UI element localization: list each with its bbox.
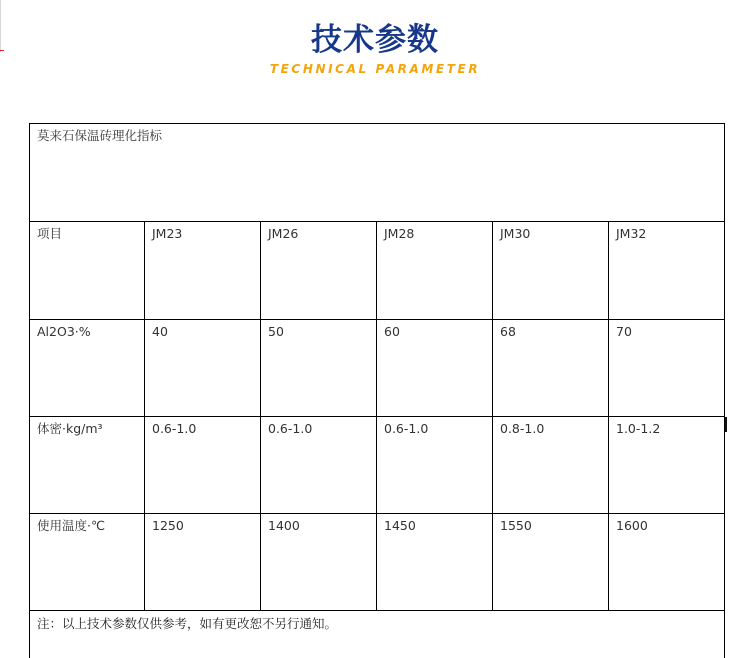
row-label-alumina: Al2O3·% <box>30 320 145 417</box>
table-cell: 68 <box>493 320 609 417</box>
table-cell: 0.6-1.0 <box>377 417 493 514</box>
table-note: 注：以上技术参数仅供参考，如有更改恕不另行通知。 <box>30 611 725 658</box>
table-caption-row <box>30 124 725 222</box>
table-header-row <box>30 222 725 320</box>
table-row <box>30 417 725 514</box>
row-label-service-temperature: 使用温度·℃ <box>30 514 145 611</box>
column-header-item: 项目 <box>30 222 145 320</box>
text-cursor-mark <box>725 417 727 432</box>
table-cell: 1600 <box>609 514 725 611</box>
table-cell: 1450 <box>377 514 493 611</box>
page-title: 技术参数 <box>311 22 439 58</box>
table-cell: 50 <box>261 320 377 417</box>
table-cell: 1400 <box>261 514 377 611</box>
column-header-jm26: JM26 <box>261 222 377 320</box>
table-cell: 1.0-1.2 <box>609 417 725 514</box>
table-cell: 70 <box>609 320 725 417</box>
spec-table-container <box>29 123 726 658</box>
table-cell: 60 <box>377 320 493 417</box>
column-header-jm32: JM32 <box>609 222 725 320</box>
section-header <box>0 0 750 90</box>
column-header-jm30: JM30 <box>493 222 609 320</box>
table-cell: 40 <box>145 320 261 417</box>
table-caption: 莫来石保温砖理化指标 <box>30 124 725 222</box>
spec-table <box>29 123 725 658</box>
page-subtitle: TECHNICAL PARAMETER <box>269 62 481 76</box>
table-note-row <box>30 611 725 658</box>
column-header-jm28: JM28 <box>377 222 493 320</box>
table-cell: 1250 <box>145 514 261 611</box>
table-cell: 1550 <box>493 514 609 611</box>
column-header-jm23: JM23 <box>145 222 261 320</box>
table-row <box>30 514 725 611</box>
table-cell: 0.6-1.0 <box>145 417 261 514</box>
table-cell: 0.8-1.0 <box>493 417 609 514</box>
row-label-density: 体密·kg/m³ <box>30 417 145 514</box>
table-row <box>30 320 725 417</box>
table-cell: 0.6-1.0 <box>261 417 377 514</box>
